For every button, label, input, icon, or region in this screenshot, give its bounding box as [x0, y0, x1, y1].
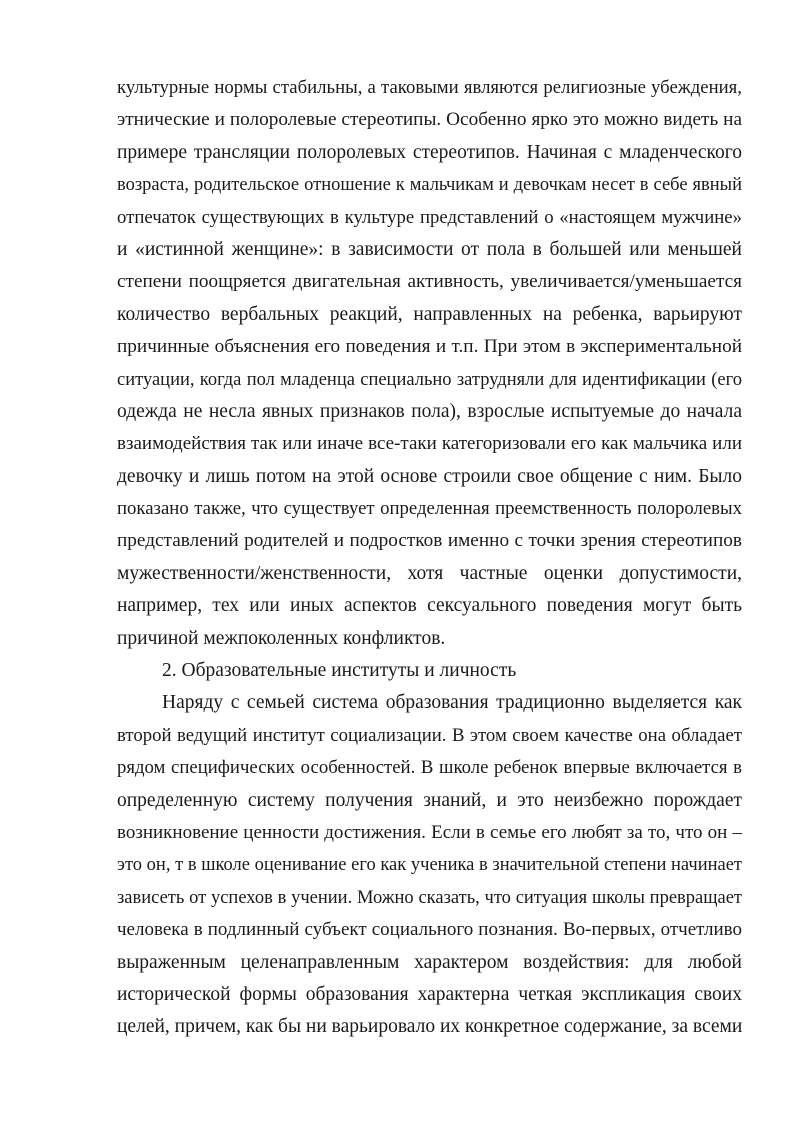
text-line: возраста, родительское отношение к мальчикам и девочкам несет в себе явный — [117, 175, 742, 196]
paragraph-1 — [117, 72, 742, 655]
paragraph-2 — [117, 687, 742, 1043]
text-line: мужественности/женственности, хотя частные оценки допустимости, — [117, 562, 742, 584]
text-line: выраженным целенаправленным характером воздействия: для любой — [117, 951, 742, 973]
text-line: Наряду с семьей система образования традиционно выделяется как — [162, 692, 742, 714]
text-line: количество вербальных реакций, направленных на ребенка, варьируют — [117, 303, 742, 325]
text-line: ситуации, когда пол младенца специально затрудняли для идентификации (его — [117, 369, 742, 390]
text-line: исторической формы образования характерна четкая экспликация своих — [117, 983, 742, 1005]
text-line: рядом специфических особенностей. В школе ребенок впервые включается в — [117, 757, 742, 779]
text-line: причиной межпоколенных конфликтов. — [117, 627, 446, 649]
text-line: и «истинной женщине»: в зависимости от пола в большей или меньшей — [117, 238, 742, 260]
text-line: девочку и лишь потом на этой основе строили свое общение с ним. Было — [117, 465, 742, 487]
text-line: причинные объяснения его поведения и т.п. При этом в экспериментальной — [117, 336, 742, 358]
text-line: это он, т в школе оценивание его как ученика в значительной степени начинает — [117, 855, 742, 876]
body-text — [117, 72, 742, 1044]
text-line: зависеть от успехов в учении. Можно сказать, что ситуация школы превращает — [117, 887, 742, 908]
text-line: этнические и полоролевые стереотипы. Особенно ярко это можно видеть на — [117, 109, 742, 131]
text-line: отпечаток существующих в культуре представлений о «настоящем мужчине» — [117, 206, 742, 228]
text-line: определенную систему получения знаний, и это неизбежно порождает — [117, 789, 742, 811]
text-line: примере трансляции полоролевых стереотипов. Начиная с младенческого — [117, 141, 742, 163]
text-line: например, тех или иных аспектов сексуального поведения могут быть — [117, 595, 742, 617]
text-line: одежда не несла явных признаков пола), взрослые испытуемые до начала — [117, 400, 742, 422]
text-line: возникновение ценности достижения. Если в семье его любят за то, что он – — [117, 821, 742, 843]
text-line: второй ведущий институт социализации. В этом своем качестве она обладает — [117, 724, 742, 746]
text-line: культурные нормы стабильны, а таковыми являются религиозные убеждения, — [117, 77, 742, 98]
section-heading: 2. Образовательные институты и личность — [162, 660, 517, 682]
text-line: взаимодействия так или иначе все-таки категоризовали его как мальчика или — [117, 433, 742, 455]
text-line: целей, причем, как бы ни варьировало их конкретное содержание, за всеми — [117, 1016, 743, 1038]
text-line: представлений родителей и подростков именно с точки зрения стереотипов — [117, 530, 742, 552]
text-line: показано также, что существует определенная преемственность полоролевых — [117, 498, 742, 520]
text-line: человека в подлинный субъект социального познания. Во-первых, отчетливо — [117, 919, 742, 941]
text-line: степени поощряется двигательная активность, увеличивается/уменьшается — [117, 271, 742, 293]
